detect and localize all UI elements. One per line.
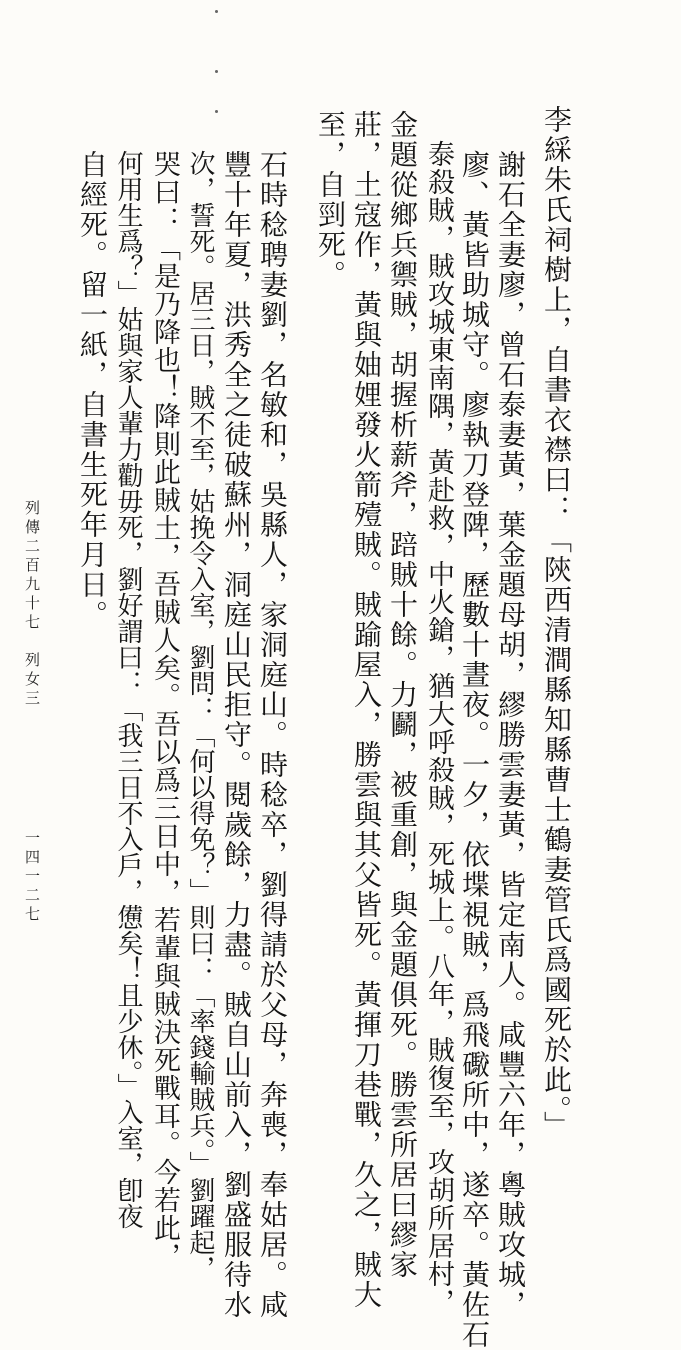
text-column-1: 李綵朱氏祠樹上，自書衣襟曰：「陝西清澗縣知縣曹士鶴妻管氏爲國死於此。」 <box>540 105 573 1141</box>
text-column-6: 莊，土寇作，黃與妯娌發火箭殪賊。賊踰屋入，勝雲與其父皆死。黃揮刀巷戰，久之，賊大 <box>350 110 383 1310</box>
text-column-13: 自經死。留一紙，自書生死年月日。 <box>76 150 109 630</box>
margin-mark <box>215 10 218 13</box>
text-column-11: 哭曰：「是乃降也！降則此賊土，吾賊人矣。吾以爲三日中，若輩與賊決死戰耳。今若此， <box>149 150 180 1270</box>
text-column-4: 泰殺賊，賊攻城東南隅，黃赴救，中火鎗，猶大呼殺賊，死城上。八年，賊復至，攻胡所居村， <box>423 140 454 1316</box>
page-number: 一四一二七 <box>23 830 41 925</box>
text-column-8: 石時稔聘妻劉，名敏和，吳縣人，家洞庭山。時稔卒，劉得請於父母，奔喪，奉姑居。咸 <box>256 150 289 1320</box>
text-column-7: 至，自剄死。 <box>314 110 347 290</box>
margin-mark <box>215 110 218 113</box>
margin-mark <box>215 70 218 73</box>
text-column-12: 何用生爲？」姑與家人輩力勸毋死，劉好謂曰：「我三日不入戶，憊矣！且少休。」入室，卽夜 <box>113 150 143 1229</box>
text-column-3: 廖、黃皆助城守。廖執刀登陴，歷數十晝夜。一夕，依堞視賊，爲飛礮所中，遂卒。黃佐石 <box>458 150 491 1350</box>
text-column-10: 次，誓死。居三日，賊不至，姑挽令入室，劉問：「何以得免？」則曰：「率錢輸賊兵。」劉躍起， <box>185 150 215 1281</box>
text-column-2: 謝石全妻廖，曾石泰妻黃，葉金題母胡，繆勝雲妻黃，皆定南人。咸豐六年，粵賊攻城， <box>494 150 527 1320</box>
text-column-9: 豐十年夏，洪秀全之徒破蘇州，洞庭山民拒守。閱歲餘，力盡。賊自山前入，劉盛服待水 <box>220 150 253 1320</box>
running-header-left: 列傳二百九十七 列女三 <box>23 500 41 709</box>
text-column-5: 金題從鄉兵禦賊，胡握析薪斧，踣賊十餘。力鬬，被重創，與金題俱死。勝雲所居曰繆家 <box>386 110 419 1280</box>
